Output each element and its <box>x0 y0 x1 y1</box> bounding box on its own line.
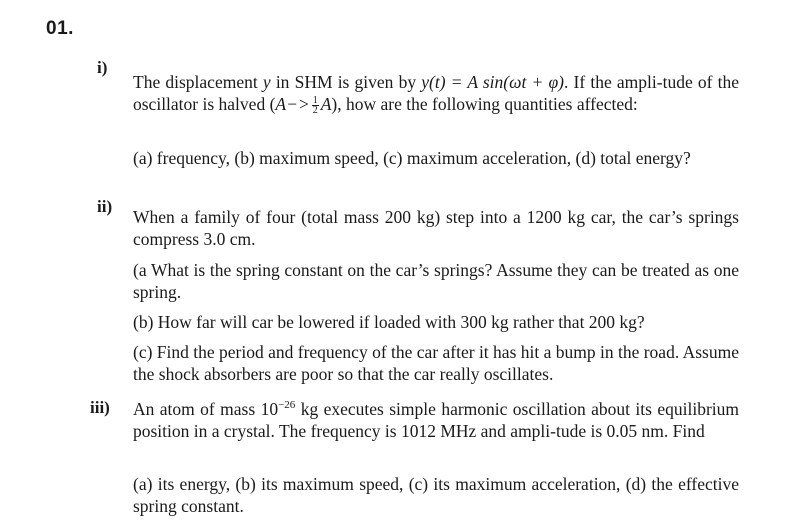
displacement-variable: y <box>262 72 271 92</box>
shm-formula: y(t) = A sin(ωt + φ) <box>421 72 564 92</box>
fraction-one-half: $\frac{1}{2}$ <box>312 95 318 117</box>
part-ii-stem: When a family of four (total mass 200 kg) step into a 1200 kg car, the car’s springs compress 3.0 cm. <box>133 207 739 249</box>
part-ii-label: ii) <box>97 197 113 216</box>
part-i-stem: The displacement y in SHM is given by y(t) = A sin(ωt + φ). If the ampli-tude of the oscillator is halved (A−> $\frac{1}{2}$ A), how are the following quantities affected: <box>133 72 739 117</box>
part-i-label: i) <box>97 58 108 77</box>
part-ii-c: (c) Find the period and frequency of the car after it has hit a bump in the road. Assume the shock absorbers are poor so that the car really oscillates. <box>133 342 739 384</box>
part-iii-label: iii) <box>90 398 110 417</box>
part-ii-b: (b) How far will car be lowered if loaded with 300 kg rather that 200 kg? <box>133 312 645 332</box>
part-ii-a: (a What is the spring constant on the car’s springs? Assume they can be treated as one spring. <box>133 260 739 302</box>
mass-exponent: −26 <box>278 399 296 412</box>
part-i-subquestions: (a) frequency, (b) maximum speed, (c) maximum acceleration, (d) total energy? <box>133 148 691 168</box>
question-number: 01. <box>46 18 74 39</box>
part-iii-stem: An atom of mass $10^{-26}$ kg executes simple harmonic oscillation about its equilibrium position in a crystal. The frequency is 1012 MHz and ampli-tude is 0.05 nm. Find <box>133 399 739 441</box>
part-iii-subquestions: (a) its energy, (b) its maximum speed, (c) its maximum acceleration, (d) the effective spring constant. <box>133 474 739 516</box>
